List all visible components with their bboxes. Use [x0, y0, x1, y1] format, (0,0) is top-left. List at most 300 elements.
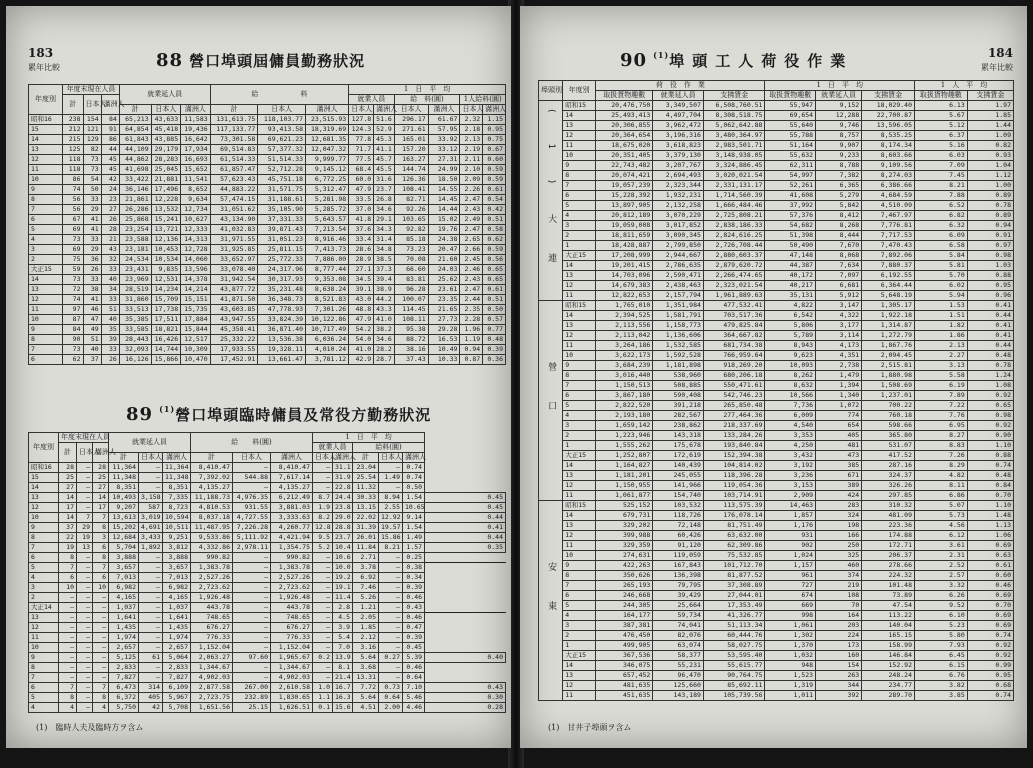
table-cell: —: [379, 593, 403, 603]
row-year: 9: [29, 185, 63, 195]
table-cell: 3.68: [353, 663, 379, 673]
table-cell: 7,013: [109, 573, 139, 583]
table-cell: 5,111.92: [233, 533, 271, 543]
wage-label-1: 給: [251, 90, 259, 98]
table-cell: 40,217: [765, 281, 816, 291]
table-cell: 9.5: [313, 533, 333, 543]
col-header-port: 埠頭別: [539, 81, 563, 101]
table-cell: 37,331.33: [258, 215, 306, 225]
table-cell: 4: [93, 703, 109, 713]
table-row: [29, 563, 506, 573]
table-cell: 5.73: [915, 511, 968, 521]
table-cell: 5,643.57: [306, 215, 349, 225]
table-cell: 82: [83, 145, 101, 155]
table-cell: 85,692.11: [703, 681, 765, 691]
table-cell: 392: [816, 691, 862, 701]
table-cell: 57,377.32: [258, 145, 306, 155]
table-cell: 0.46: [967, 581, 1013, 591]
table-cell: 6.03: [915, 151, 968, 161]
page-subtitle: 累年比較: [981, 63, 1013, 72]
table-cell: 74: [63, 295, 83, 305]
table-cell: 10,470: [181, 355, 211, 365]
table-cell: 2.65: [460, 235, 483, 245]
table-cell: 2,723.62: [191, 583, 233, 593]
row-year: 9: [563, 361, 596, 371]
table-cell: 41,698: [119, 165, 151, 175]
table-cell: 0.64: [403, 673, 425, 683]
table-cell: 30,317.93: [258, 275, 306, 285]
table-cell: 1.51: [915, 311, 968, 321]
table-cell: 1,626.51: [271, 703, 313, 713]
table-cell: 37,308.89: [703, 581, 765, 591]
table-row: [29, 543, 506, 553]
table-cell: 121: [83, 125, 101, 135]
sub-japanese: 日本人: [139, 453, 163, 463]
table-cell: 37: [59, 523, 77, 533]
table-cell: 263: [816, 671, 862, 681]
table-cell: 20,812,189: [596, 211, 653, 221]
table-cell: —: [139, 553, 163, 563]
table-cell: 23.35: [428, 295, 460, 305]
table-cell: —: [139, 603, 163, 613]
table-cell: 7,213.54: [306, 225, 349, 235]
table-cell: 215: [63, 135, 83, 145]
col-header-year: 年度別: [563, 81, 596, 101]
table-cell: 1.04: [967, 161, 1013, 171]
table-cell: 990.82: [271, 553, 313, 563]
table-cell: 12,531: [151, 275, 181, 285]
table-cell: 2,799,850: [653, 241, 704, 251]
table-cell: 267.00: [233, 683, 271, 693]
col-header-enrolled: 年度末現在人員: [59, 433, 109, 443]
table-cell: 7,226.28: [233, 523, 271, 533]
table-cell: 13,596.05: [862, 121, 915, 131]
table-cell: 1,223,946: [596, 431, 653, 441]
row-year: 6: [29, 553, 59, 563]
table-row: [539, 171, 1014, 181]
table-cell: 544.88: [233, 473, 271, 483]
table-cell: 0.69: [967, 591, 1013, 601]
table-cell: 5.64: [353, 653, 379, 663]
table-cell: 248.24: [862, 671, 915, 681]
table-row: [539, 361, 1014, 371]
row-year: 14: [563, 461, 596, 471]
table-cell: 218,337.69: [703, 421, 765, 431]
table-cell: 31,942.54: [210, 275, 258, 285]
table-cell: 28,443: [119, 335, 151, 345]
table-cell: 10: [93, 583, 109, 593]
page-subtitle: 累年比較: [28, 63, 60, 72]
table-row: [29, 463, 506, 473]
table-cell: 103.65: [394, 215, 428, 225]
table-cell: 29.1: [374, 215, 394, 225]
table-cell: 23: [101, 195, 119, 205]
table-cell: 125: [63, 145, 83, 155]
table-cell: —: [233, 623, 271, 633]
table-row: [539, 671, 1014, 681]
table-cell: 7,892.06: [862, 251, 915, 261]
table-cell: 0.97: [967, 241, 1013, 251]
table-row: [29, 185, 506, 195]
table-cell: —: [93, 593, 109, 603]
table-cell: 30.33: [353, 493, 379, 503]
table-cell: —: [313, 483, 333, 493]
table-cell: 70: [816, 601, 862, 611]
table-cell: 14: [59, 493, 77, 503]
table-cell: 68.4: [349, 165, 374, 175]
table-cell: 3.78: [353, 563, 379, 573]
table-cell: 8: [59, 693, 77, 703]
table-cell: 58,377: [653, 651, 704, 661]
table-cell: 61,843: [119, 135, 151, 145]
table-cell: 41: [83, 225, 101, 235]
table-cell: 40: [101, 275, 119, 285]
table-cell: 3,432: [765, 451, 816, 461]
table-cell: 43,877.72: [210, 285, 258, 295]
table-cell: 97: [63, 305, 83, 315]
table-cell: 9,634: [181, 195, 211, 205]
table-cell: —: [59, 663, 77, 673]
table-cell: —: [77, 473, 93, 483]
sub-japanese: 日本人: [460, 105, 483, 115]
sub-japanese: 日本人: [151, 105, 181, 115]
table-cell: —: [59, 623, 77, 633]
table-cell: 21.4: [333, 673, 353, 683]
table-cell: 44: [101, 145, 119, 155]
sub-wages: 支拂賃金: [967, 91, 1013, 101]
table-cell: 14,463: [765, 501, 816, 511]
table-cell: 297.85: [862, 491, 915, 501]
table-cell: 18,821: [151, 325, 181, 335]
row-year: 4: [563, 411, 596, 421]
table-cell: 73: [63, 235, 83, 245]
table-cell: 3,177: [816, 321, 862, 331]
table-cell: 8,351: [109, 483, 139, 493]
table-cell: 0.1: [313, 703, 333, 713]
table-cell: 57.95: [428, 125, 460, 135]
table-cell: —: [379, 463, 403, 473]
table-cell: 5,281.98: [306, 195, 349, 205]
table-cell: 25,332.22: [210, 335, 258, 345]
table-cell: 1,344.67: [191, 663, 233, 673]
row-year: 12: [563, 281, 596, 291]
table-cell: 56: [63, 205, 83, 215]
table-cell: 43.3: [374, 305, 394, 315]
table-cell: 51,164: [765, 141, 816, 151]
table-cell: 172,619: [653, 451, 704, 461]
table-cell: 63,074: [653, 641, 704, 651]
table-cell: 23.61: [428, 285, 460, 295]
table-cell: 2.43: [460, 275, 483, 285]
table-row: [29, 533, 506, 543]
table-cell: 8.21: [379, 543, 403, 553]
table-row: [29, 613, 506, 623]
table-cell: 70.08: [394, 255, 428, 265]
table-row: [29, 483, 506, 493]
table-cell: 24,534: [119, 255, 151, 265]
table-cell: 41: [83, 215, 101, 225]
table-cell: 9.14: [403, 513, 425, 523]
table-cell: 0.44: [425, 533, 506, 543]
table-cell: 86: [63, 175, 83, 185]
row-year: 1: [563, 641, 596, 651]
table-cell: —: [59, 603, 77, 613]
table-row: [29, 335, 506, 345]
table-cell: 7: [59, 683, 77, 693]
table-cell: 11.84: [353, 543, 379, 553]
table-cell: 1,961,889.63: [703, 291, 765, 301]
table-cell: 1,523: [765, 671, 816, 681]
sub-manchu: 滿洲人: [271, 453, 313, 463]
table-cell: 1,867.76: [862, 341, 915, 351]
table-cell: 37.6: [349, 225, 374, 235]
table-cell: 1.03: [967, 261, 1013, 271]
table-cell: 4,497,704: [653, 111, 704, 121]
table-cell: 0.82: [967, 141, 1013, 151]
table-cell: 6,365: [816, 181, 862, 191]
table-cell: —: [233, 583, 271, 593]
table-cell: 5.23: [915, 621, 968, 631]
table-cell: 0.60: [483, 155, 506, 165]
table-cell: 46: [83, 305, 101, 315]
table-cell: 41: [83, 295, 101, 305]
table-cell: 1.09: [967, 131, 1013, 141]
table-cell: 1,383.78: [191, 563, 233, 573]
table-cell: 88.72: [394, 335, 428, 345]
table-cell: 55,640: [765, 121, 816, 131]
table-cell: 324.37: [862, 471, 915, 481]
table-cell: 1,181,898: [653, 361, 704, 371]
row-year: 14: [563, 111, 596, 121]
table-cell: 2.05: [353, 613, 379, 623]
table-cell: 700.22: [862, 401, 915, 411]
table-cell: 152,394.38: [703, 451, 765, 461]
table-cell: 7.09: [915, 161, 968, 171]
table-cell: —: [77, 563, 93, 573]
table-cell: 5,708: [163, 703, 191, 713]
table-cell: 287.16: [862, 461, 915, 471]
table-row: [29, 593, 506, 603]
table-cell: 25,493,413: [596, 111, 653, 121]
table-cell: 1,150,955: [596, 481, 653, 491]
table-cell: 26: [101, 355, 119, 365]
table-row: [29, 573, 506, 583]
table-cell: 671: [816, 471, 862, 481]
table-cell: 238,862: [653, 421, 704, 431]
table-cell: 1,037: [163, 603, 191, 613]
table-cell: 15,228,392: [596, 191, 653, 201]
table-cell: —: [233, 483, 271, 493]
table-cell: 6.26: [915, 591, 968, 601]
table-cell: 424: [816, 491, 862, 501]
table-cell: 77.5: [349, 155, 374, 165]
table-cell: 72: [63, 285, 83, 295]
table-cell: 18,428,887: [596, 241, 653, 251]
table-cell: 2.49: [460, 215, 483, 225]
table-cell: 4,135.27: [271, 483, 313, 493]
table-cell: 0.60: [967, 571, 1013, 581]
table-cell: 16.7: [333, 683, 353, 693]
table-row: [539, 411, 1014, 421]
table-cell: 1,922.18: [862, 311, 915, 321]
row-year: 12: [29, 295, 63, 305]
table-cell: 3,618,823: [653, 141, 704, 151]
table-cell: 2.26: [460, 185, 483, 195]
table-cell: 22,700.87: [862, 111, 915, 121]
table-cell: 54.2: [349, 325, 374, 335]
table-row: [539, 491, 1014, 501]
table-cell: 0.95: [483, 125, 506, 135]
table-cell: 329,202: [596, 521, 653, 531]
table-cell: 35,231.48: [258, 285, 306, 295]
table-cell: 28.9: [349, 255, 374, 265]
table-cell: —: [313, 613, 333, 623]
table-cell: 48.8: [349, 305, 374, 315]
table-cell: 9,533.86: [191, 533, 233, 543]
row-year: 11: [563, 291, 596, 301]
table-cell: 2.31: [915, 551, 968, 561]
table-cell: 10,627: [181, 215, 211, 225]
table-cell: 2,822,520: [596, 401, 653, 411]
row-year: 12: [563, 681, 596, 691]
table-89-title: [126, 404, 431, 425]
table-cell: 7: [59, 563, 77, 573]
table-cell: 1.96: [460, 325, 483, 335]
table-cell: 1.9: [313, 503, 333, 513]
table-cell: 18,675,020: [596, 141, 653, 151]
table-cell: 8,037.18: [191, 513, 233, 523]
table-cell: 3,196,316: [653, 131, 704, 141]
table-cell: 3,622,173: [596, 351, 653, 361]
table-cell: 11,583: [181, 115, 211, 125]
table-cell: 0.42: [483, 205, 506, 215]
table-cell: 33,652.97: [210, 255, 258, 265]
table-cell: 8,174.34: [862, 141, 915, 151]
table-cell: 4,691: [139, 523, 163, 533]
table-cell: 90: [63, 335, 83, 345]
table-cell: 117,133.77: [210, 125, 258, 135]
table-cell: —: [233, 613, 271, 623]
table-cell: 44,883.22: [210, 185, 258, 195]
table-cell: 20,306,855: [596, 121, 653, 131]
table-cell: 7.93: [915, 641, 968, 651]
table-cell: 0.41: [967, 321, 1013, 331]
table-cell: 4,822: [765, 301, 816, 311]
table-cell: 2.71: [353, 553, 379, 563]
table-cell: —: [313, 673, 333, 683]
table-cell: 37.43: [394, 355, 428, 365]
table-cell: —: [77, 683, 93, 693]
table-cell: 45: [101, 155, 119, 165]
table-cell: 21.65: [428, 305, 460, 315]
table-cell: 244,305: [596, 601, 653, 611]
table-cell: 948: [765, 661, 816, 671]
table-cell: 1,765,010: [596, 301, 653, 311]
table-cell: 3,480,364.97: [703, 131, 765, 141]
table-cell: 329,359: [596, 541, 653, 551]
table-cell: 5.81: [915, 261, 968, 271]
table-cell: 167,843: [653, 561, 704, 571]
table-cell: 175,678: [653, 441, 704, 451]
table-cell: 3,153: [765, 481, 816, 491]
sub-manchu: 滿洲人: [181, 105, 211, 115]
table-cell: 9.52: [915, 601, 968, 611]
table-cell: 2,879,620.72: [703, 261, 765, 271]
table-cell: 28.2: [374, 345, 394, 355]
table-cell: 5,064: [163, 653, 191, 663]
table-row: [539, 331, 1014, 341]
table-cell: 55,947: [765, 101, 816, 111]
table-cell: 41.8: [349, 215, 374, 225]
table-row: [539, 521, 1014, 531]
table-cell: 481,635: [596, 681, 653, 691]
table-row: [29, 513, 506, 523]
table-cell: 2,157,794: [653, 291, 704, 301]
table-cell: —: [93, 603, 109, 613]
table-cell: 14,679,383: [596, 281, 653, 291]
table-cell: 0.65: [483, 265, 506, 275]
table-cell: 7,880.37: [862, 261, 915, 271]
col-header-total: 計: [59, 443, 77, 463]
table-cell: 0.28: [425, 703, 506, 713]
table-cell: 114.45: [394, 305, 428, 315]
sub-cargo-ton: 取扱貨物趣數: [596, 91, 653, 101]
table-row: [539, 641, 1014, 651]
table-cell: 2,438,463: [653, 281, 704, 291]
table-row: [29, 325, 506, 335]
table-cell: 4.51: [353, 703, 379, 713]
table-title-text: 營口埠頭屆傭員勤務狀況: [189, 52, 366, 70]
table-cell: 4,727.55: [233, 513, 271, 523]
row-year: 3: [29, 245, 63, 255]
table-cell: 4,684.59: [862, 191, 915, 201]
table-cell: 34.6: [374, 335, 394, 345]
table-cell: 0.65: [967, 401, 1013, 411]
table-cell: 0.95: [967, 671, 1013, 681]
table-cell: 0.90: [967, 431, 1013, 441]
table-cell: 7,670: [816, 241, 862, 251]
table-row: [539, 351, 1014, 361]
table-cell: 245,055: [653, 471, 704, 481]
table-cell: 55,632: [765, 151, 816, 161]
table-cell: 8: [93, 693, 109, 703]
row-year: 13: [563, 121, 596, 131]
table-cell: 52,261: [765, 181, 816, 191]
table-cell: —: [77, 593, 93, 603]
table-cell: 2,610.58: [271, 683, 313, 693]
table-cell: —: [233, 663, 271, 673]
table-cell: 15.86: [379, 533, 403, 543]
table-cell: 391,218: [653, 401, 704, 411]
row-year: 8: [29, 533, 59, 543]
table-cell: 39,871.43: [258, 225, 306, 235]
table-cell: 0.69: [967, 611, 1013, 621]
table-cell: 1,252,807: [596, 451, 653, 461]
table-cell: 1.08: [967, 381, 1013, 391]
table-cell: 538,960: [653, 371, 704, 381]
table-cell: —: [233, 553, 271, 563]
table-cell: 58,027.75: [703, 641, 765, 651]
table-cell: 0.88: [967, 271, 1013, 281]
table-cell: 6.37: [915, 131, 968, 141]
table-cell: 265,850.48: [703, 401, 765, 411]
table-cell: 44,387: [765, 261, 816, 271]
table-cell: —: [379, 583, 403, 593]
table-row: [29, 523, 506, 533]
table-cell: 13,536.38: [258, 335, 306, 345]
table-cell: 29.0: [333, 513, 353, 523]
table-cell: —: [313, 473, 333, 483]
